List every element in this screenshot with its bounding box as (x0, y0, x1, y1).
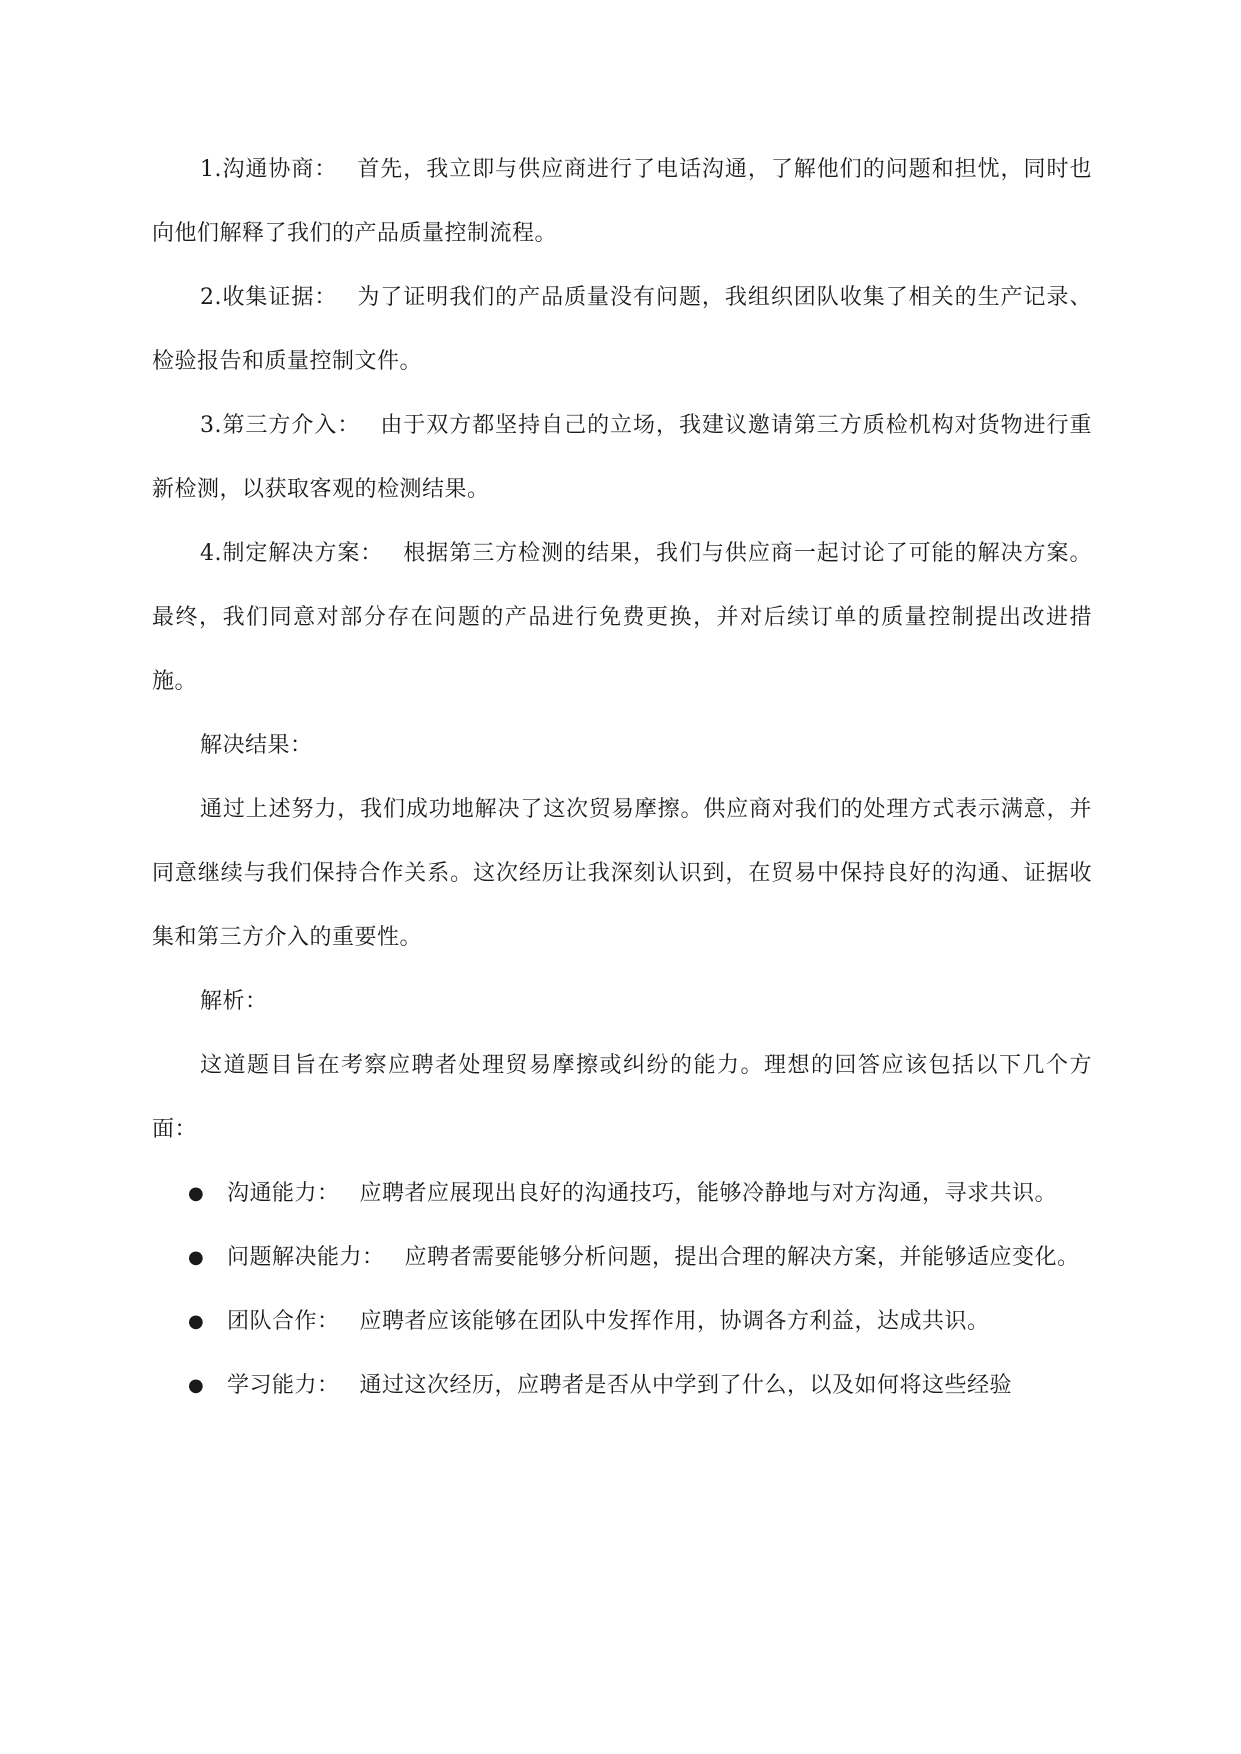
ability-list (152, 1162, 1092, 1418)
bullet-lead: 学习能力： (227, 1373, 340, 1398)
bullet-lead: 团队合作： (227, 1309, 340, 1334)
step-paragraph-3 (152, 394, 1092, 522)
analysis-heading: 解析： (200, 989, 268, 1014)
step-paragraph-2 (152, 266, 1092, 394)
bullet-icon: ● (188, 1311, 205, 1332)
bullet-icon: ● (188, 1183, 205, 1204)
step-paragraph-1 (152, 138, 1092, 266)
step-2-text: 为了证明我们的产品质量没有问题，我组织团队收集了相关的生产记录、检验报告和质量控制文件。 (152, 285, 1092, 374)
step-3-lead: 3.第三方介入： (200, 413, 361, 438)
step-4-text: 根据第三方检测的结果，我们与供应商一起讨论了可能的解决方案。最终，我们同意对部分存在问题的产品进行免费更换，并对后续订单的质量控制提出改进措施。 (152, 541, 1092, 694)
bullet-lead: 沟通能力： (227, 1181, 340, 1206)
step-1-lead: 1.沟通协商： (200, 157, 338, 182)
step-4-lead: 4.制定解决方案： (200, 541, 384, 566)
step-1-text: 首先，我立即与供应商进行了电话沟通，了解他们的问题和担忧，同时也向他们解释了我们的产品质量控制流程。 (152, 157, 1092, 246)
list-item (152, 1226, 1092, 1290)
bullet-text: 应聘者应展现出良好的沟通技巧，能够冷静地与对方沟通，寻求共识。 (359, 1181, 1058, 1206)
bullet-lead: 问题解决能力： (227, 1245, 385, 1270)
bullet-text: 应聘者需要能够分析问题，提出合理的解决方案，并能够适应变化。 (404, 1245, 1080, 1270)
bullet-text: 通过这次经历，应聘者是否从中学到了什么，以及如何将这些经验 (359, 1373, 1013, 1398)
step-3-text: 由于双方都坚持自己的立场，我建议邀请第三方质检机构对货物进行重新检测，以获取客观的检测结果。 (152, 413, 1092, 502)
document-page (152, 138, 1092, 1418)
list-item (152, 1290, 1092, 1354)
bullet-text: 应聘者应该能够在团队中发挥作用，协调各方利益，达成共识。 (359, 1309, 990, 1334)
analysis-paragraph: 这道题目旨在考察应聘者处理贸易摩擦或纠纷的能力。理想的回答应该包括以下几个方面： (152, 1053, 1092, 1142)
step-paragraph-4 (152, 522, 1092, 714)
list-item (152, 1354, 1092, 1418)
result-paragraph: 通过上述努力，我们成功地解决了这次贸易摩擦。供应商对我们的处理方式表示满意，并同意继续与我们保持合作关系。这次经历让我深刻认识到，在贸易中保持良好的沟通、证据收集和第三方介入的重要性。 (152, 797, 1092, 950)
result-heading: 解决结果： (200, 733, 313, 758)
bullet-icon: ● (188, 1375, 205, 1396)
list-item (152, 1162, 1092, 1226)
bullet-icon: ● (188, 1247, 205, 1268)
step-2-lead: 2.收集证据： (200, 285, 338, 310)
